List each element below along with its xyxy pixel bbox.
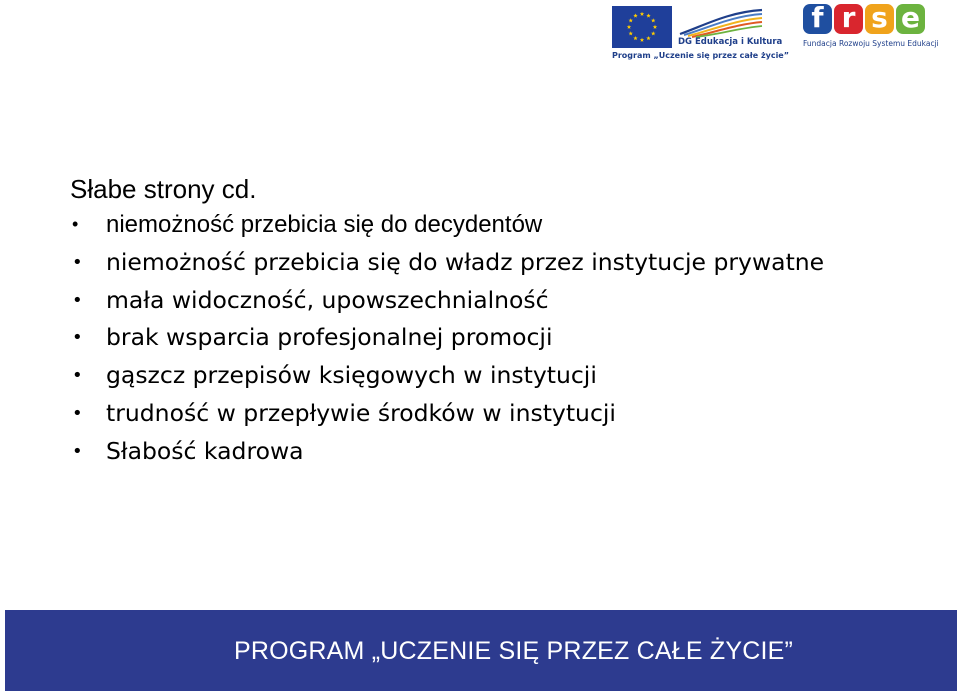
frse-name-label: Fundacja Rozwoju Systemu Edukacji [803, 39, 939, 48]
llp-dg-label: DG Edukacja i Kultura [678, 37, 783, 47]
bullet-text: Słabość kadrowa [106, 436, 304, 465]
bullet-item [70, 282, 950, 320]
frse-letter-s: s [865, 4, 894, 34]
slide-content [70, 172, 950, 471]
bullet-list [70, 206, 950, 471]
bullet-dot-icon: • [72, 327, 83, 349]
bullet-dot-icon: • [72, 440, 83, 462]
frse-logo [803, 1, 925, 38]
bullet-item [70, 244, 950, 282]
bullet-item [70, 357, 950, 395]
bullet-dot-icon: • [72, 214, 79, 234]
eu-flag-icon [612, 6, 672, 48]
slide-heading: Słabe strony cd. [70, 174, 257, 204]
llp-program-label: Program „Uczenie się przez całe życie” [612, 51, 789, 60]
frse-letter-r: r [834, 4, 863, 34]
bullet-dot-icon: • [72, 365, 83, 387]
llp-swoosh-icon [678, 4, 764, 38]
bullet-text: gąszcz przepisów księgowych w instytucji [106, 361, 597, 390]
bullet-dot-icon: • [72, 289, 83, 311]
bullet-item [70, 433, 950, 471]
footer-program-title: PROGRAM „UCZENIE SIĘ PRZEZ CAŁE ŻYCIE” [234, 637, 794, 665]
bullet-text: trudność w przepływie środków w instytucji [106, 398, 616, 427]
footer-band [5, 610, 957, 691]
bullet-text: brak wsparcia profesjonalnej promocji [106, 323, 553, 352]
frse-letter-f: f [803, 4, 832, 34]
bullet-item [70, 319, 950, 357]
bullet-dot-icon: • [72, 402, 83, 424]
frse-letter-e: e [896, 4, 925, 34]
bullet-text: niemożność przebicia się do decydentów [106, 211, 543, 238]
bullet-item [70, 206, 950, 244]
bullet-text: niemożność przebicia się do władz przez instytucje prywatne [106, 247, 825, 276]
bullet-dot-icon: • [72, 251, 83, 273]
bullet-item [70, 395, 950, 433]
header-logos [0, 0, 960, 70]
bullet-text: mała widoczność, upowszechnialność [106, 285, 549, 314]
